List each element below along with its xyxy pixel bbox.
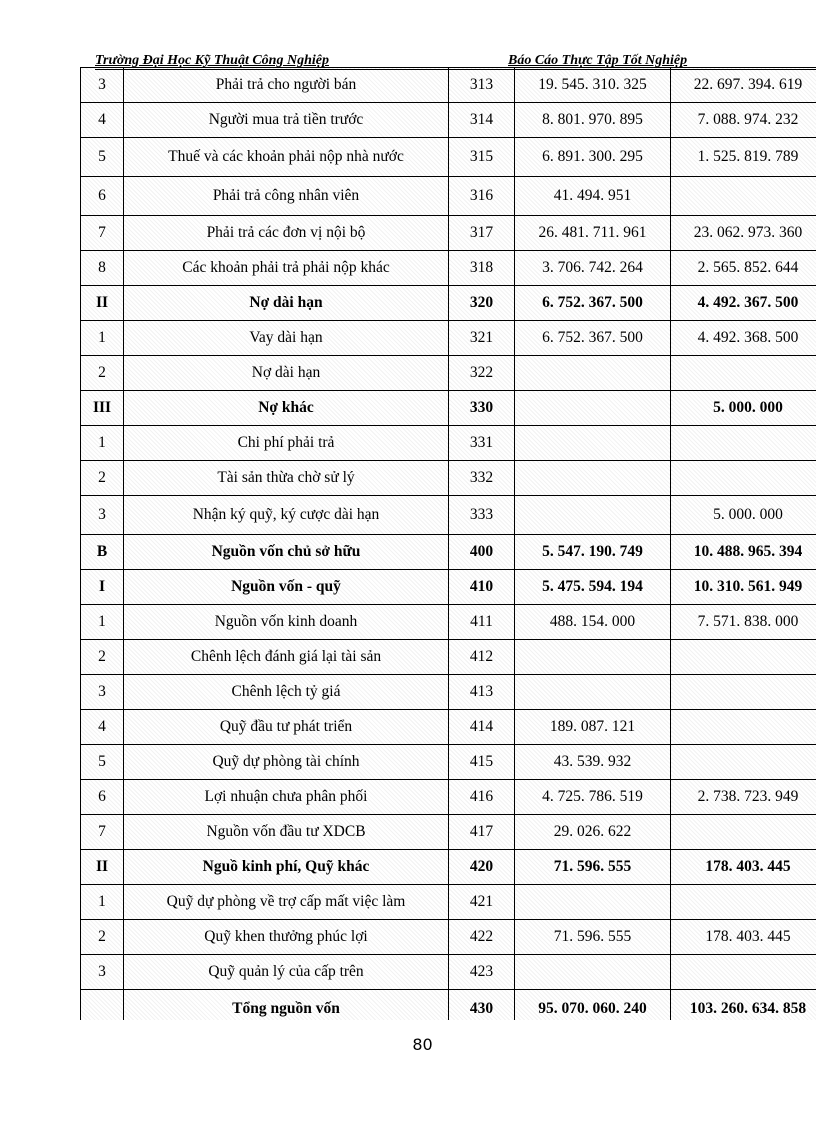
table-row — [81, 177, 816, 216]
item-code-cell: 400 — [449, 535, 515, 570]
row-index-cell: 1 — [81, 321, 124, 356]
item-code-cell: 313 — [449, 68, 515, 103]
table-row — [81, 990, 816, 1021]
period-end-value-cell — [671, 675, 816, 710]
item-code-cell: 414 — [449, 710, 515, 745]
row-index-cell: 1 — [81, 885, 124, 920]
period-start-value-cell — [515, 461, 671, 496]
table-row — [81, 391, 816, 426]
table-row — [81, 745, 816, 780]
period-start-value-cell: 6. 752. 367. 500 — [515, 321, 671, 356]
period-end-value-cell: 10. 488. 965. 394 — [671, 535, 816, 570]
item-name-cell: Nợ dài hạn — [124, 286, 449, 321]
period-end-value-cell — [671, 745, 816, 780]
row-index-cell: 2 — [81, 640, 124, 675]
balance-sheet-table — [80, 67, 816, 1020]
row-index-cell: II — [81, 286, 124, 321]
period-end-value-cell — [671, 955, 816, 990]
item-name-cell: Quỹ dự phòng tài chính — [124, 745, 449, 780]
page-number: 80 — [412, 1035, 433, 1054]
item-code-cell: 411 — [449, 605, 515, 640]
item-code-cell: 314 — [449, 103, 515, 138]
table-row — [81, 216, 816, 251]
table-row — [81, 321, 816, 356]
period-start-value-cell: 6. 752. 367. 500 — [515, 286, 671, 321]
period-end-value-cell: 2. 738. 723. 949 — [671, 780, 816, 815]
period-end-value-cell — [671, 177, 816, 216]
item-name-cell: Thuế và các khoản phải nộp nhà nước — [124, 138, 449, 177]
row-index-cell: 1 — [81, 605, 124, 640]
table-row — [81, 286, 816, 321]
row-index-cell: 4 — [81, 103, 124, 138]
period-start-value-cell: 5. 475. 594. 194 — [515, 570, 671, 605]
item-code-cell: 415 — [449, 745, 515, 780]
table-row — [81, 461, 816, 496]
item-name-cell: Quỹ khen thưởng phúc lợi — [124, 920, 449, 955]
item-code-cell: 318 — [449, 251, 515, 286]
row-index-cell: 3 — [81, 496, 124, 535]
balance-sheet-body — [81, 68, 816, 1021]
row-index-cell: 5 — [81, 745, 124, 780]
item-name-cell: Nợ dài hạn — [124, 356, 449, 391]
item-name-cell: Chi phí phải trả — [124, 426, 449, 461]
item-code-cell: 422 — [449, 920, 515, 955]
balance-sheet-table-container — [80, 67, 816, 1020]
item-code-cell: 416 — [449, 780, 515, 815]
period-end-value-cell — [671, 426, 816, 461]
row-index-cell: 4 — [81, 710, 124, 745]
period-end-value-cell: 2. 565. 852. 644 — [671, 251, 816, 286]
row-index-cell: 3 — [81, 675, 124, 710]
item-name-cell: Quỹ quản lý của cấp trên — [124, 955, 449, 990]
item-code-cell: 322 — [449, 356, 515, 391]
item-code-cell: 330 — [449, 391, 515, 426]
row-index-cell: 7 — [81, 216, 124, 251]
item-name-cell: Nguồn vốn chủ sở hữu — [124, 535, 449, 570]
period-start-value-cell: 4. 725. 786. 519 — [515, 780, 671, 815]
row-index-cell: 6 — [81, 780, 124, 815]
period-end-value-cell: 103. 260. 634. 858 — [671, 990, 816, 1021]
row-index-cell: II — [81, 850, 124, 885]
item-name-cell: Các khoản phải trả phải nộp khác — [124, 251, 449, 286]
period-start-value-cell: 6. 891. 300. 295 — [515, 138, 671, 177]
period-end-value-cell — [671, 356, 816, 391]
period-end-value-cell — [671, 461, 816, 496]
table-row — [81, 710, 816, 745]
row-index-cell: 5 — [81, 138, 124, 177]
period-end-value-cell: 5. 000. 000 — [671, 391, 816, 426]
row-index-cell: 8 — [81, 251, 124, 286]
table-row — [81, 570, 816, 605]
period-start-value-cell — [515, 675, 671, 710]
item-name-cell: Quỹ dự phòng về trợ cấp mất việc làm — [124, 885, 449, 920]
item-code-cell: 410 — [449, 570, 515, 605]
table-row — [81, 103, 816, 138]
period-end-value-cell: 5. 000. 000 — [671, 496, 816, 535]
row-index-cell: 2 — [81, 461, 124, 496]
table-row — [81, 675, 816, 710]
item-name-cell: Tài sản thừa chờ sử lý — [124, 461, 449, 496]
item-code-cell: 332 — [449, 461, 515, 496]
period-end-value-cell: 7. 088. 974. 232 — [671, 103, 816, 138]
period-start-value-cell: 3. 706. 742. 264 — [515, 251, 671, 286]
item-name-cell: Chênh lệch tỷ giá — [124, 675, 449, 710]
table-row — [81, 815, 816, 850]
table-row — [81, 605, 816, 640]
period-end-value-cell — [671, 885, 816, 920]
item-code-cell: 317 — [449, 216, 515, 251]
item-code-cell: 417 — [449, 815, 515, 850]
period-start-value-cell — [515, 885, 671, 920]
period-end-value-cell — [671, 640, 816, 675]
row-index-cell: B — [81, 535, 124, 570]
row-index-cell: 7 — [81, 815, 124, 850]
row-index-cell: 2 — [81, 920, 124, 955]
table-row — [81, 138, 816, 177]
table-row — [81, 496, 816, 535]
period-start-value-cell: 488. 154. 000 — [515, 605, 671, 640]
item-code-cell: 315 — [449, 138, 515, 177]
period-start-value-cell: 19. 545. 310. 325 — [515, 68, 671, 103]
row-index-cell — [81, 990, 124, 1021]
period-end-value-cell: 178. 403. 445 — [671, 850, 816, 885]
table-row — [81, 780, 816, 815]
period-start-value-cell: 8. 801. 970. 895 — [515, 103, 671, 138]
table-row — [81, 68, 816, 103]
period-end-value-cell — [671, 815, 816, 850]
item-code-cell: 413 — [449, 675, 515, 710]
item-code-cell: 412 — [449, 640, 515, 675]
period-start-value-cell: 71. 596. 555 — [515, 850, 671, 885]
row-index-cell: 1 — [81, 426, 124, 461]
table-row — [81, 640, 816, 675]
period-start-value-cell: 95. 070. 060. 240 — [515, 990, 671, 1021]
item-name-cell: Phải trả các đơn vị nội bộ — [124, 216, 449, 251]
item-name-cell: Nhận ký quỹ, ký cược dài hạn — [124, 496, 449, 535]
period-end-value-cell: 22. 697. 394. 619 — [671, 68, 816, 103]
period-start-value-cell — [515, 496, 671, 535]
item-name-cell: Nguồ kinh phí, Quỹ khác — [124, 850, 449, 885]
row-index-cell: 2 — [81, 356, 124, 391]
item-code-cell: 421 — [449, 885, 515, 920]
header-school-name: Trường Đại Học Kỹ Thuật Công Nghiệp — [95, 53, 329, 68]
period-start-value-cell: 43. 539. 932 — [515, 745, 671, 780]
item-name-cell: Quỹ đầu tư phát triển — [124, 710, 449, 745]
item-name-cell: Người mua trả tiền trước — [124, 103, 449, 138]
header-report-title: Báo Cáo Thực Tập Tốt Nghiệp — [508, 53, 688, 68]
period-start-value-cell: 26. 481. 711. 961 — [515, 216, 671, 251]
period-start-value-cell: 41. 494. 951 — [515, 177, 671, 216]
period-start-value-cell — [515, 391, 671, 426]
item-code-cell: 423 — [449, 955, 515, 990]
item-code-cell: 316 — [449, 177, 515, 216]
row-index-cell: 6 — [81, 177, 124, 216]
row-index-cell: 3 — [81, 68, 124, 103]
period-start-value-cell: 71. 596. 555 — [515, 920, 671, 955]
item-name-cell: Nguồn vốn đầu tư XDCB — [124, 815, 449, 850]
item-name-cell: Nguồn vốn - quỹ — [124, 570, 449, 605]
table-row — [81, 850, 816, 885]
item-name-cell: Chênh lệch đánh giá lại tài sản — [124, 640, 449, 675]
item-name-cell: Phải trả cho người bán — [124, 68, 449, 103]
period-start-value-cell — [515, 640, 671, 675]
item-code-cell: 320 — [449, 286, 515, 321]
table-row — [81, 426, 816, 461]
row-index-cell: 3 — [81, 955, 124, 990]
period-end-value-cell: 1. 525. 819. 789 — [671, 138, 816, 177]
period-end-value-cell: 23. 062. 973. 360 — [671, 216, 816, 251]
table-row — [81, 356, 816, 391]
period-end-value-cell: 4. 492. 368. 500 — [671, 321, 816, 356]
period-end-value-cell: 7. 571. 838. 000 — [671, 605, 816, 640]
table-row — [81, 920, 816, 955]
item-code-cell: 331 — [449, 426, 515, 461]
period-end-value-cell — [671, 710, 816, 745]
period-start-value-cell — [515, 955, 671, 990]
item-code-cell: 321 — [449, 321, 515, 356]
period-start-value-cell: 189. 087. 121 — [515, 710, 671, 745]
table-row — [81, 885, 816, 920]
period-start-value-cell — [515, 356, 671, 391]
table-row — [81, 251, 816, 286]
item-name-cell: Phải trả công nhân viên — [124, 177, 449, 216]
table-row — [81, 955, 816, 990]
item-code-cell: 333 — [449, 496, 515, 535]
period-end-value-cell: 178. 403. 445 — [671, 920, 816, 955]
item-name-cell: Tổng nguồn vốn — [124, 990, 449, 1021]
period-start-value-cell: 29. 026. 622 — [515, 815, 671, 850]
row-index-cell: III — [81, 391, 124, 426]
item-name-cell: Vay dài hạn — [124, 321, 449, 356]
item-name-cell: Nguồn vốn kinh doanh — [124, 605, 449, 640]
item-code-cell: 420 — [449, 850, 515, 885]
item-name-cell: Nợ khác — [124, 391, 449, 426]
row-index-cell: I — [81, 570, 124, 605]
period-start-value-cell — [515, 426, 671, 461]
period-end-value-cell: 10. 310. 561. 949 — [671, 570, 816, 605]
table-row — [81, 535, 816, 570]
period-end-value-cell: 4. 492. 367. 500 — [671, 286, 816, 321]
period-start-value-cell: 5. 547. 190. 749 — [515, 535, 671, 570]
item-name-cell: Lợi nhuận chưa phân phối — [124, 780, 449, 815]
item-code-cell: 430 — [449, 990, 515, 1021]
